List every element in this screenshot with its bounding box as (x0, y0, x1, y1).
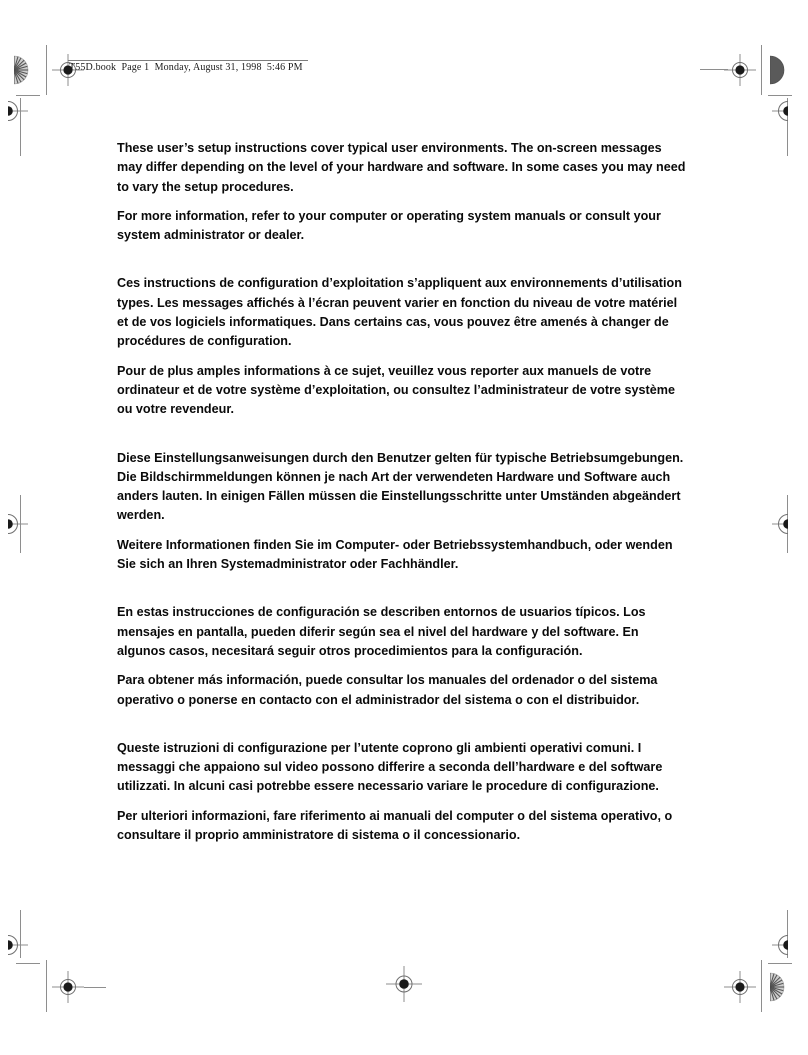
registration-half-target-right-lower-icon (772, 932, 800, 958)
density-patch-top-right-icon (770, 55, 794, 85)
language-section-english (117, 139, 689, 245)
trim-line-top-right-vertical (761, 45, 762, 95)
star-target-bottom-right-icon (770, 972, 794, 1002)
trim-line-bottom-left-horizontal (16, 963, 40, 964)
header-rule (68, 60, 308, 61)
registration-target-bottom-center-icon (386, 966, 422, 1002)
trim-line-top-left-horizontal (16, 95, 40, 96)
paragraph: Per ulteriori informazioni, fare riferimento ai manuali del computer o del sistema operativo, o consultare il proprio amministratore di sistema o il concessionario. (117, 808, 673, 843)
paragraph: En estas instrucciones de configuración se describen entornos de usuarios típicos. Los mensajes en pantalla, pueden diferir según sea el nivel del hardware y del software. En algunos casos, necesitará seguir otros procedimientos para la configuración. (117, 605, 646, 658)
registration-target-bottom-right-icon (724, 971, 756, 1003)
density-patch-bottom-left-icon (14, 972, 38, 1002)
star-target-top-left-icon (14, 55, 38, 85)
paragraph: These user’s setup instructions cover typical user environments. The on-screen messages may differ depending on the level of your hardware and software. In some cases you may need to vary the setup procedures. (117, 141, 686, 194)
document-header-text: T55D.book Page 1 Monday, August 31, 1998 5:46 PM (69, 62, 303, 73)
paragraph: Para obtener más información, puede consultar los manuales del ordenador o del sistema operativo o ponerse en contacto con el administrador del sistema o con el distribuidor. (117, 673, 658, 707)
language-section-spanish (117, 603, 689, 709)
trim-line-top-left-vertical (46, 45, 47, 95)
trim-line-top-right-tail (700, 69, 728, 70)
registration-target-bottom-left-icon (52, 971, 84, 1003)
registration-half-target-left-lower-icon (8, 932, 36, 958)
registration-half-target-right-upper-icon (772, 98, 800, 124)
language-section-german (117, 449, 689, 575)
paragraph: Diese Einstellungsanweisungen durch den Benutzer gelten für typische Betriebsumgebungen. Die Bildschirmmeldungen können je nach Art der verwendeten Hardware und Software auch anders lauten. In einigen Fällen müssen die Einstellungsschritte unter Umständen abgeändert werden. (117, 450, 684, 523)
paragraph: Ces instructions de configuration d’exploitation s’appliquent aux environnements d’utilisation types. Les messages affichés à l’écran peuvent varier en fonction du niveau de votre matériel et de vos logiciels informatiques. Dans certains cas, vous pouvez être amenés à changer de procédures de configuration. (117, 276, 682, 349)
trim-line-bottom-left-vertical (46, 960, 47, 1012)
paragraph: Queste istruzioni di configurazione per l’utente coprono gli ambienti operativi comuni. I messaggi che appaiono sul video possono differire a seconda dell’hardware e del software utilizzati. In alcuni casi potrebbe essere necessario variare le procedure di configurazione. (117, 740, 663, 794)
registration-half-target-mid-right-icon (772, 511, 800, 537)
trim-line-bottom-left-tail (84, 987, 106, 988)
registration-half-target-mid-left-icon (8, 511, 36, 537)
document-body (117, 139, 689, 845)
paragraph: For more information, refer to your computer or operating system manuals or consult your system administrator or dealer. (117, 208, 661, 243)
paragraph: Pour de plus amples informations à ce sujet, veuillez vous reporter aux manuels de votre ordinateur et de votre système d’exploitation, ou consultez l’administrateur de votre système ou votre revendeur. (117, 363, 675, 417)
registration-half-target-left-upper-icon (8, 98, 36, 124)
trim-line-bottom-right-vertical (761, 960, 762, 1012)
trim-line-top-right-horizontal (768, 95, 792, 96)
registration-target-top-right-icon (724, 54, 756, 86)
paragraph: Weitere Informationen finden Sie im Computer- oder Betriebssystemhandbuch, oder wenden Sie sich an Ihren Systemadministrator oder Fachhändler. (117, 537, 673, 572)
trim-line-bottom-right-horizontal (768, 963, 792, 964)
language-section-italian (117, 739, 689, 845)
language-section-french (117, 274, 689, 419)
